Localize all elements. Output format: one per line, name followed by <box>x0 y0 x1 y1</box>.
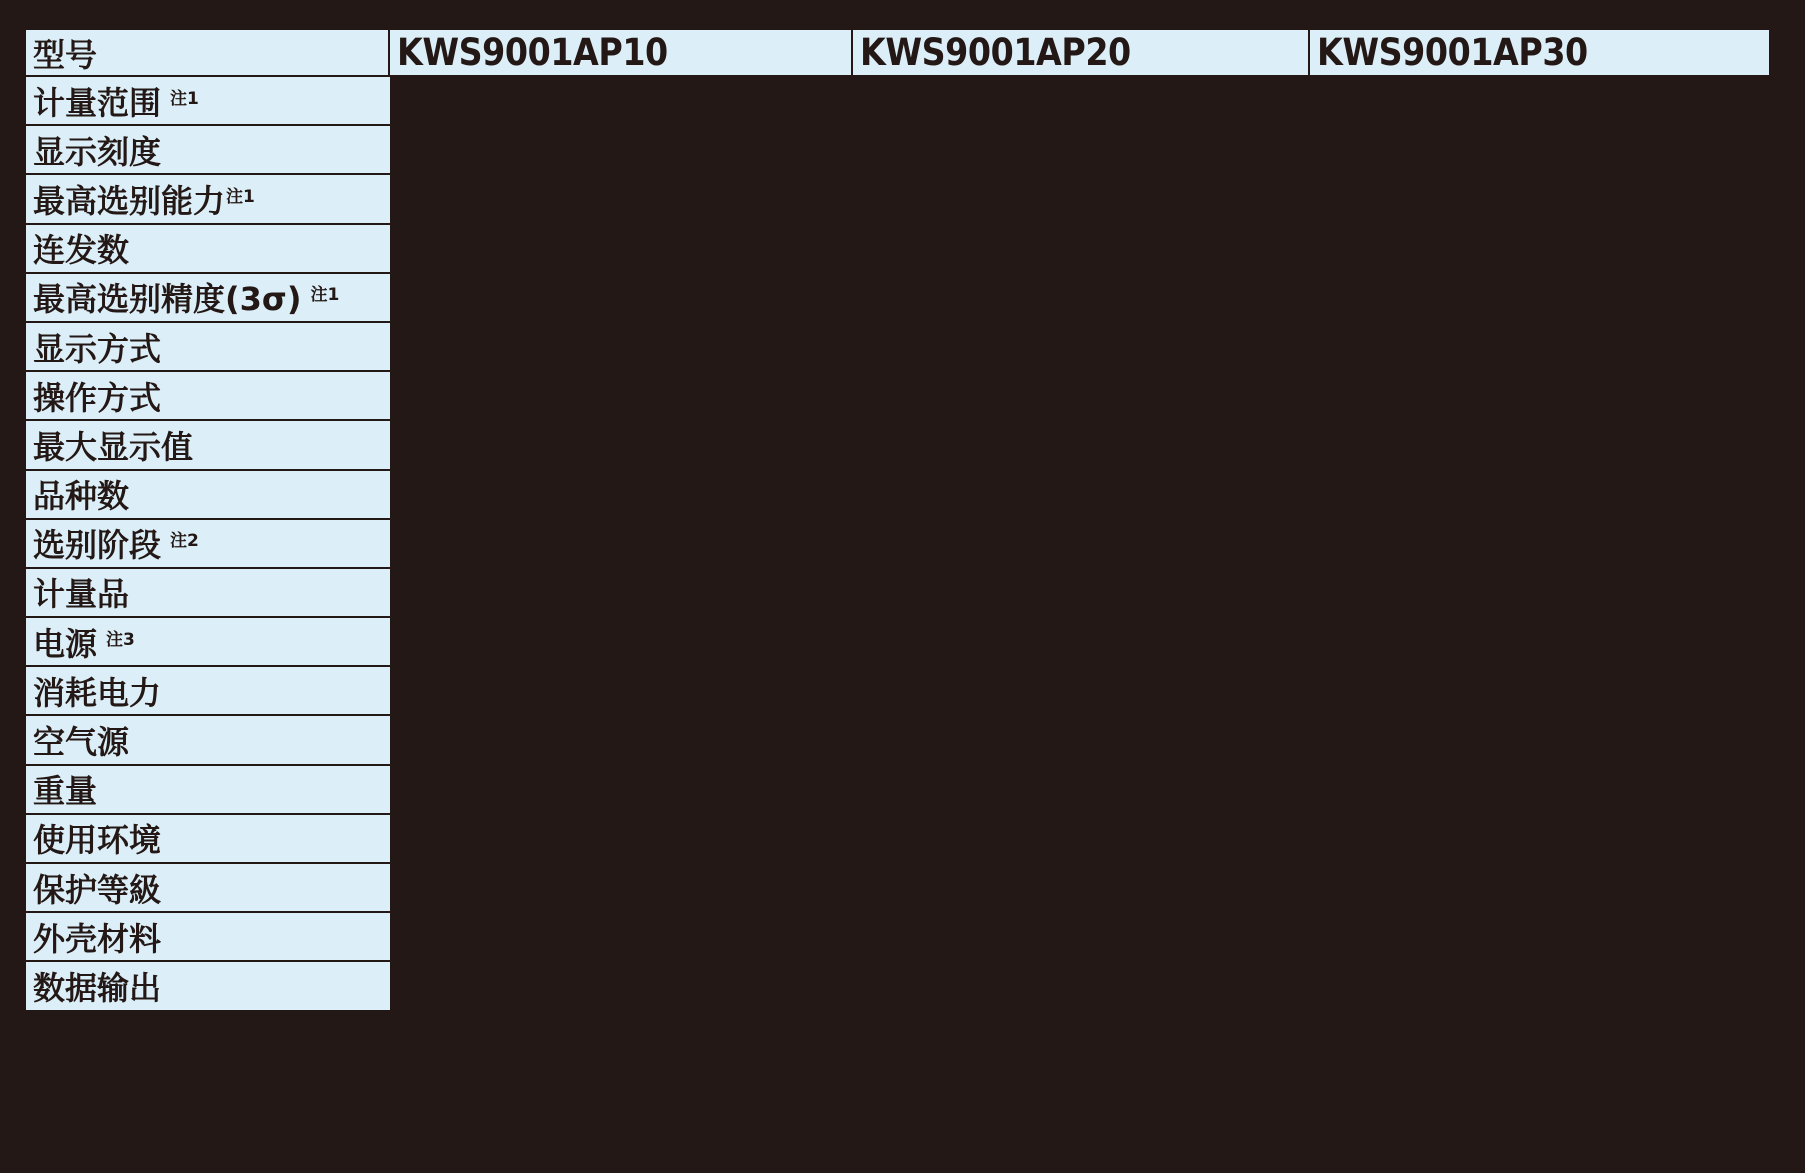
row-label-text: 计量品 <box>33 575 130 614</box>
row-label <box>33 668 161 714</box>
row-note-sup: 注2 <box>170 531 199 552</box>
spec-row <box>26 716 390 765</box>
spec-table <box>26 30 1769 1010</box>
model-name-1: KWS9001AP10 <box>397 31 668 74</box>
row-label <box>33 815 161 861</box>
row-label <box>33 274 339 320</box>
spec-row <box>26 372 390 421</box>
row-label-text: 电源 <box>33 624 98 663</box>
row-label-text: 使用环境 <box>33 821 162 860</box>
spec-row <box>26 520 390 569</box>
row-label <box>33 865 161 911</box>
header-cell-model-2 <box>853 30 1310 77</box>
row-label <box>33 914 161 960</box>
row-label <box>33 422 193 468</box>
row-label-text: 消耗电力 <box>33 673 162 712</box>
row-label-text: 显示刻度 <box>33 132 162 171</box>
row-label <box>33 471 129 517</box>
row-label <box>33 127 161 173</box>
spec-row <box>26 815 390 864</box>
row-label-text: 外壳材料 <box>33 919 162 958</box>
spec-row <box>26 962 390 1009</box>
spec-row <box>26 864 390 913</box>
row-note-sup: 注3 <box>106 629 135 650</box>
row-label-text: 最高选别能力 <box>33 181 226 220</box>
spec-row <box>26 618 390 667</box>
row-label <box>33 225 129 271</box>
row-label-text: 选别阶段 <box>33 526 162 565</box>
spec-row <box>26 175 390 224</box>
row-label-text: 空气源 <box>33 723 130 762</box>
row-label-text: 数据输出 <box>33 968 162 1007</box>
spec-row <box>26 274 390 323</box>
header-cell-model-3 <box>1310 30 1769 77</box>
row-label-text: 显示方式 <box>33 329 162 368</box>
row-label <box>33 766 97 812</box>
model-name-3: KWS9001AP30 <box>1317 31 1588 74</box>
row-label <box>33 619 135 665</box>
spec-table-header-row <box>26 30 1769 77</box>
spec-row <box>26 471 390 520</box>
spec-row <box>26 421 390 470</box>
row-label <box>33 373 161 419</box>
row-label-text: 保护等級 <box>33 870 162 909</box>
row-label-text: 最高选别精度(3σ) <box>33 280 302 319</box>
row-label-text: 操作方式 <box>33 378 162 417</box>
row-label <box>33 963 161 1009</box>
spec-row <box>26 667 390 716</box>
spec-row <box>26 323 390 372</box>
row-label-text: 品种数 <box>33 477 130 516</box>
row-label <box>33 520 199 566</box>
spec-row <box>26 913 390 962</box>
spec-label-column <box>26 77 390 1010</box>
row-label-text: 计量范围 <box>33 83 162 122</box>
row-note-sup: 注1 <box>170 88 199 109</box>
row-label <box>33 717 129 763</box>
row-note-sup: 注1 <box>310 285 340 306</box>
row-label <box>33 569 129 615</box>
row-label-text: 重量 <box>33 772 98 811</box>
row-label <box>33 78 199 124</box>
spec-row <box>26 766 390 815</box>
model-row-label: 型号 <box>33 35 98 74</box>
row-label-text: 最大显示值 <box>33 427 194 466</box>
header-cell-model-label <box>26 30 390 77</box>
model-name-2: KWS9001AP20 <box>860 31 1131 74</box>
row-note-sup: 注1 <box>226 186 255 207</box>
spec-row <box>26 569 390 618</box>
row-label <box>33 324 161 370</box>
spec-row <box>26 225 390 274</box>
row-label <box>33 176 255 222</box>
row-label-text: 连发数 <box>33 231 130 270</box>
spec-row <box>26 126 390 175</box>
header-cell-model-1 <box>390 30 853 77</box>
spec-row <box>26 77 390 126</box>
